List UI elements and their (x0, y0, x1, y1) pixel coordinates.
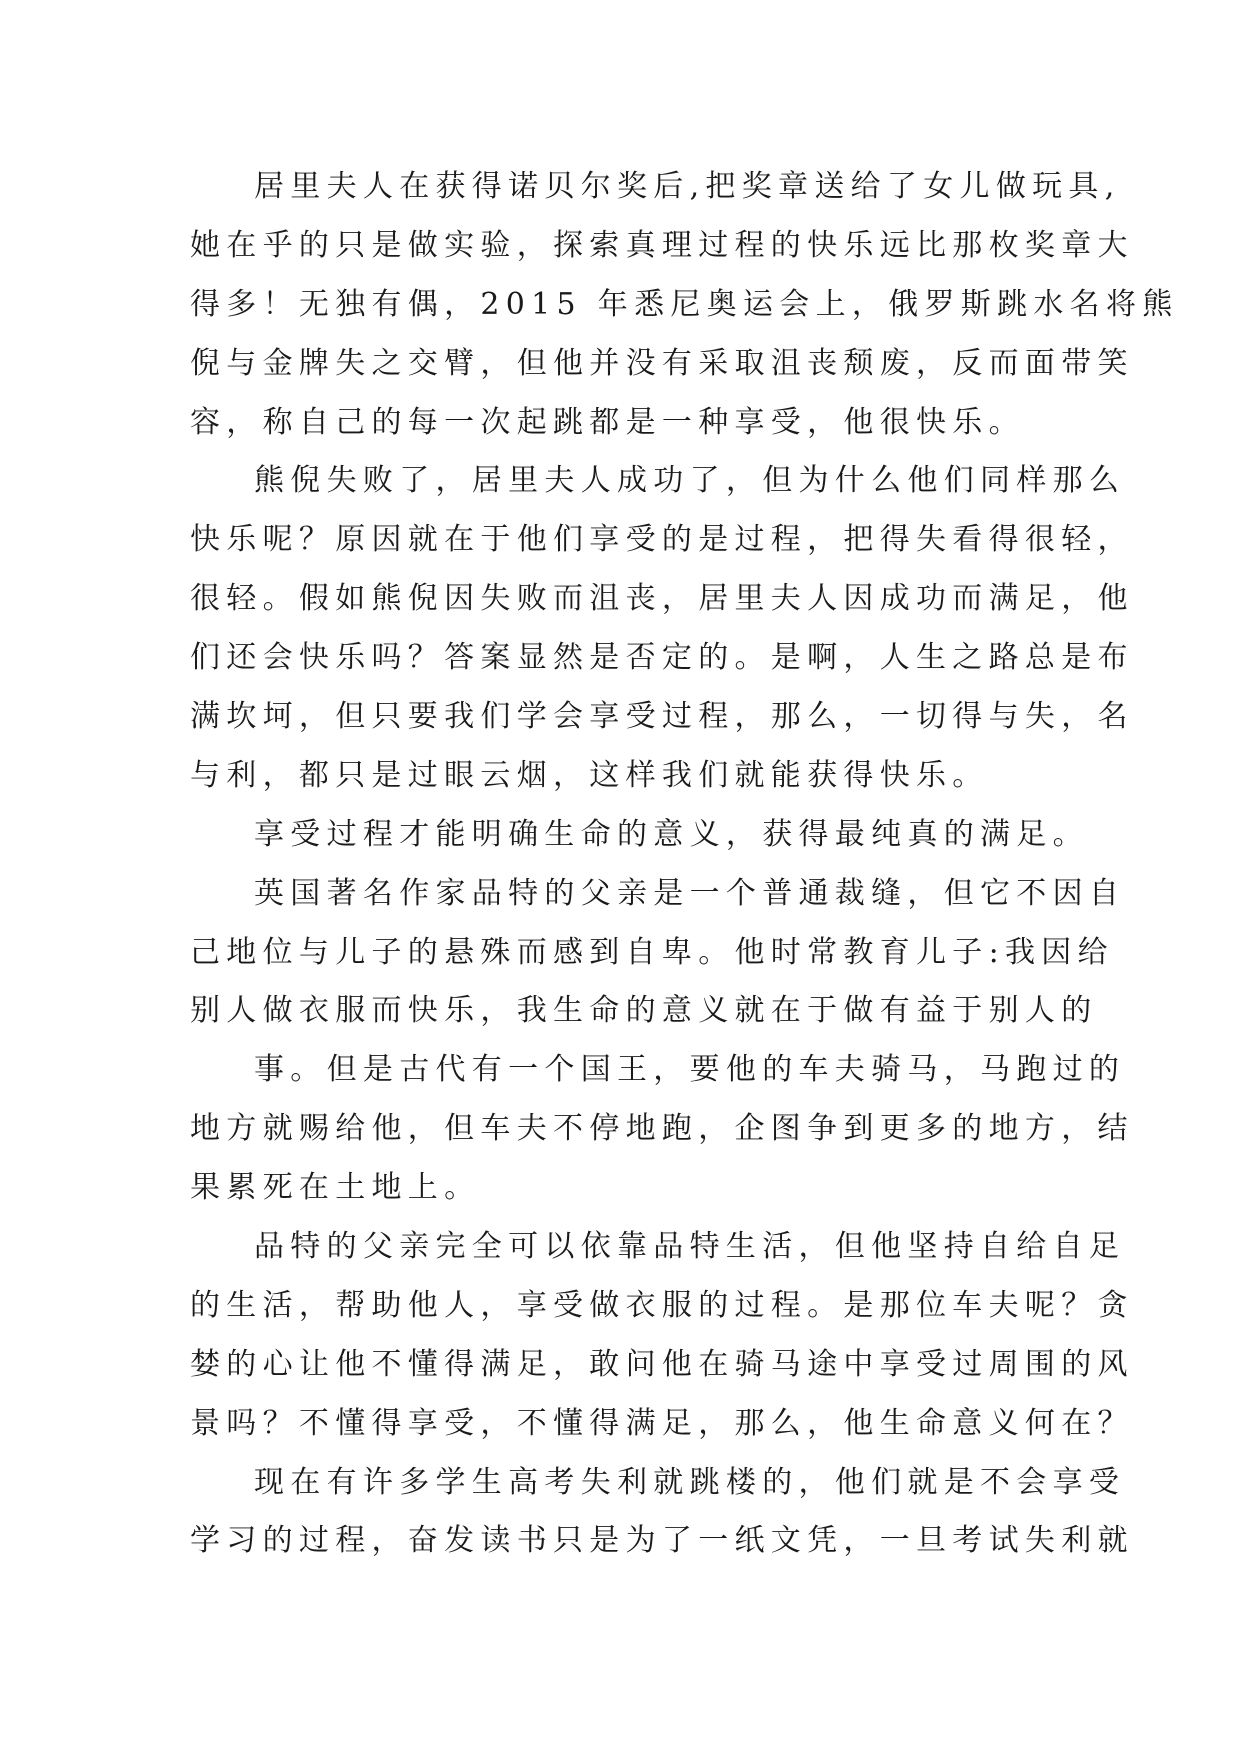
text-line: 居里夫人在获得诺贝尔奖后,把奖章送给了女儿做玩具, (254, 169, 1121, 204)
text-line: 品特的父亲完全可以依靠品特生活，但他坚持自给自足 (254, 1229, 1126, 1265)
text-line: 己地位与儿子的悬殊而感到自卑。他时常教育儿子:我因给 (190, 934, 1114, 970)
text-line: 婪的心让他不懂得满足，敢问他在骑马途中享受过周围的风 (190, 1346, 1134, 1382)
text-line: 英国著名作家品特的父亲是一个普通裁缝，但它不因自 (254, 875, 1126, 911)
text-line: 得多！无独有偶，2015 年悉尼奥运会上，俄罗斯跳水名将熊 (190, 286, 1179, 322)
text-line: 学习的过程，奋发读书只是为了一纸文凭，一旦考试失利就 (190, 1523, 1134, 1559)
text-line: 与利，都只是过眼云烟，这样我们就能获得快乐。 (190, 757, 989, 793)
text-line: 别人做衣服而快乐，我生命的意义就在于做有益于别人的 (190, 993, 1098, 1029)
text-line: 享受过程才能明确生命的意义，获得最纯真的满足。 (254, 816, 1089, 852)
text-line: 很轻。假如熊倪因失败而沮丧，居里夫人因成功而满足，他 (190, 581, 1134, 617)
text-line: 现在有许多学生高考失利就跳楼的，他们就是不会享受 (254, 1464, 1126, 1500)
text-line: 事。但是古代有一个国王，要他的车夫骑马，马跑过的 (254, 1052, 1126, 1088)
text-line: 熊倪失败了，居里夫人成功了，但为什么他们同样那么 (254, 463, 1126, 499)
text-line: 满坎坷，但只要我们学会享受过程，那么，一切得与失，名 (190, 699, 1134, 735)
text-line: 倪与金牌失之交臂，但他并没有采取沮丧颓废，反而面带笑 (190, 345, 1134, 381)
text-line: 快乐呢？原因就在于他们享受的是过程，把得失看得很轻， (190, 522, 1134, 558)
text-line: 容，称自己的每一次起跳都是一种享受，他很快乐。 (190, 404, 1025, 440)
text-line: 地方就赐给他，但车夫不停地跑，企图争到更多的地方，结 (190, 1111, 1134, 1147)
text-line: 果累死在土地上。 (190, 1170, 481, 1206)
text-line: 的生活，帮助他人，享受做衣服的过程。是那位车夫呢？贪 (190, 1287, 1134, 1323)
text-line: 景吗？不懂得享受，不懂得满足，那么，他生命意义何在？ (190, 1405, 1134, 1441)
essay-body (190, 158, 1179, 1571)
text-line: 们还会快乐吗？答案显然是否定的。是啊，人生之路总是布 (190, 640, 1134, 676)
text-line: 她在乎的只是做实验，探索真理过程的快乐远比那枚奖章大 (190, 227, 1134, 263)
